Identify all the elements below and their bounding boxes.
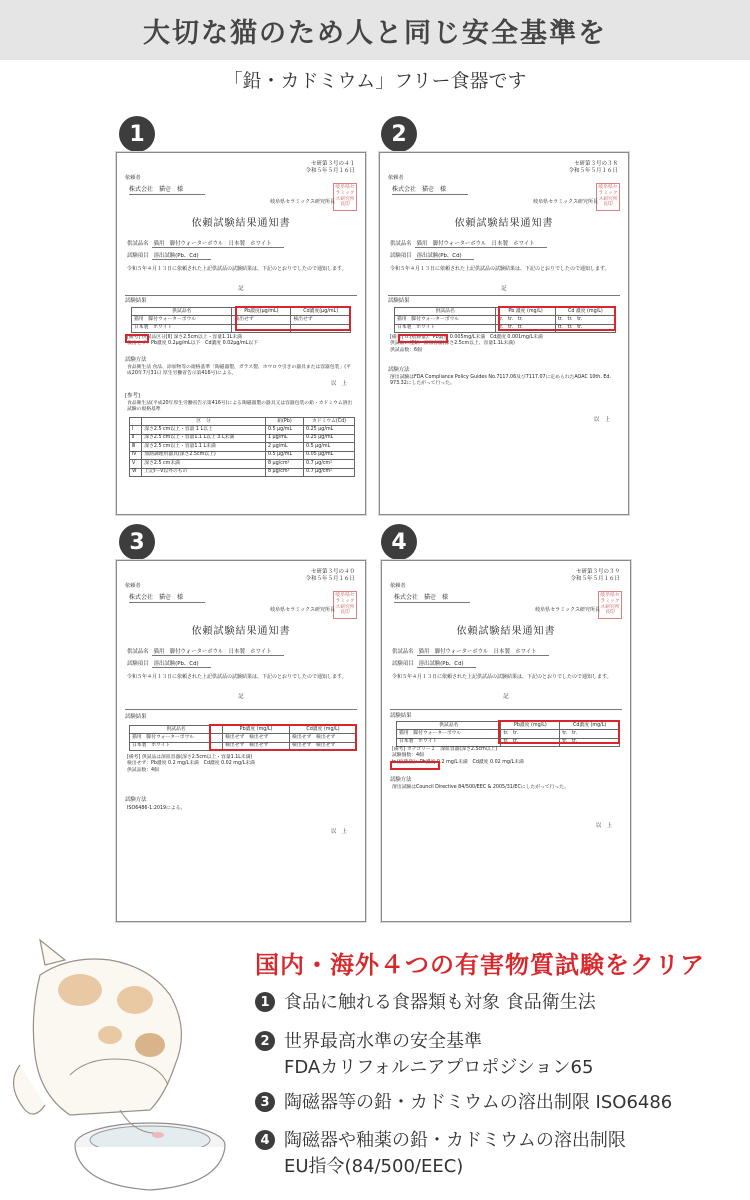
institute-name: 岐阜県セラミックス研究所長 bbox=[270, 199, 335, 205]
ki-mark: 記 bbox=[238, 694, 244, 700]
feature-item-1 bbox=[255, 990, 596, 1016]
report-body: 令和５年４月１３日に依頼された上記供試品の試験結果は、下記のとおりでしたので通知します。 bbox=[392, 674, 612, 680]
feature-number: 4 bbox=[255, 1130, 275, 1150]
test-field: 試験項目 溶出試験(Pb、Cd) bbox=[390, 253, 474, 260]
sample-field: 供試品名 猫用 脚付ウォーターボウル 日本製 ホワイト bbox=[392, 649, 549, 656]
addressee-label: 依頼者 bbox=[125, 583, 141, 589]
highlight-box bbox=[390, 761, 440, 770]
company-name: 株式会社 猫壱 様 bbox=[129, 594, 205, 603]
end-mark: 以 上 bbox=[593, 417, 610, 423]
report-ref: セ研第３号の４１ 令和５年５月１６日 bbox=[305, 161, 355, 175]
institute-name: 岐阜県セラミックス研究所長 bbox=[533, 199, 598, 205]
report-body: 令和５年４月１３日に依頼された上記供試品の試験結果は、下記のとおりでしたので通知します。 bbox=[390, 266, 610, 272]
highlight-box bbox=[125, 334, 149, 343]
divider bbox=[125, 709, 357, 710]
ki-mark: 記 bbox=[238, 286, 244, 292]
feature-item-4 bbox=[255, 1128, 626, 1180]
test-report-3 bbox=[116, 560, 366, 922]
page-subtitle: 「鉛・カドミウム」フリー食器です bbox=[223, 70, 527, 92]
feature-number: 1 bbox=[255, 992, 275, 1012]
highlight-box bbox=[209, 724, 357, 751]
method-label: 試験方法 bbox=[390, 777, 412, 783]
report-ref: セ研第３号の３９ 令和５年５月１６日 bbox=[570, 569, 620, 583]
method-text: ISO6486-1:2019による。 bbox=[127, 806, 186, 811]
doc-badge-1: 1 bbox=[119, 116, 155, 152]
result-label: 試験結果 bbox=[125, 298, 147, 304]
feature-item-3 bbox=[255, 1090, 672, 1116]
method-text: 溶出試験はCouncil Directive 84/500/EEC & 2005/31/ECにしたがって行った。 bbox=[392, 785, 569, 790]
header-bar bbox=[0, 0, 750, 60]
feature-text: 世界最高水準の安全基準 bbox=[284, 1031, 482, 1052]
company-name: 株式会社 猫壱 様 bbox=[129, 186, 205, 195]
report-notes: [備考] カテゴリー２ 深皿容器(深さ2.5cm以上) 試験個数：4個 tr.(痕跡量)：Pb濃度 0.2 mg/L未満 Cd濃度 0.02 mg/L未満 bbox=[392, 747, 524, 765]
result-table: 供試品名 Pb濃度(μg/mL) Cd濃度(μg/mL) 猫用 脚付ウォーターボウル 検出せず 検出せず 日本製 ホワイト bbox=[131, 307, 351, 333]
highlight-box bbox=[235, 306, 351, 331]
addressee-label: 依頼者 bbox=[390, 583, 406, 589]
report-title: 依頼試験結果通知書 bbox=[191, 218, 291, 229]
end-mark: 以 上 bbox=[330, 381, 347, 387]
report-notes: [備考] 供試品区分[Ⅱ] 深さ2.5cm以上・容量1.1L未満 検出せず：Pb濃度 0.2μg/mL以下 Cd濃度 0.02μg/mL以下 bbox=[127, 335, 258, 347]
test-field: 試験項目 溶出試験(Pb、Cd) bbox=[392, 661, 476, 668]
highlight-box bbox=[498, 306, 616, 331]
feature-text: 陶磁器や釉薬の鉛・カドミウムの溶出制限 bbox=[284, 1130, 626, 1151]
test-report-2 bbox=[379, 152, 629, 515]
addressee-label: 依頼者 bbox=[388, 175, 404, 181]
company-name: 株式会社 猫壱 様 bbox=[392, 186, 468, 195]
end-mark: 以 上 bbox=[330, 829, 347, 835]
highlight-box bbox=[498, 720, 620, 744]
divider bbox=[390, 709, 622, 710]
end-mark: 以 上 bbox=[595, 823, 612, 829]
sample-field: 供試品名 猫用 脚付ウォーターボウル 日本製 ホワイト bbox=[127, 241, 284, 248]
divider bbox=[125, 295, 357, 296]
test-report-1 bbox=[116, 152, 366, 515]
method-label: 試験方法 bbox=[125, 797, 147, 803]
feature-text: FDAカリフォルニアプロポジション65 bbox=[284, 1057, 594, 1078]
feature-number: 2 bbox=[255, 1031, 275, 1051]
sample-field: 供試品名 猫用 脚付ウォーターボウル 日本製 ホワイト bbox=[390, 241, 547, 248]
test-field: 試験項目 溶出試験(Pb、Cd) bbox=[127, 253, 211, 260]
feature-number: 3 bbox=[255, 1092, 275, 1112]
result-label: 試験結果 bbox=[388, 298, 410, 304]
feature-text: 陶磁器等の鉛・カドミウムの溶出制限 ISO6486 bbox=[284, 1092, 673, 1113]
addressee-label: 依頼者 bbox=[125, 175, 141, 181]
report-body: 令和５年４月１３日に依頼された上記供試品の試験結果は、下記のとおりでしたので通知します。 bbox=[127, 674, 347, 680]
reference-label: [参考] bbox=[125, 393, 140, 399]
highlight-box bbox=[398, 334, 448, 343]
method-label: 試験方法 bbox=[125, 357, 147, 363]
feature-text: 食品に触れる食器類も対象 食品衛生法 bbox=[284, 992, 596, 1013]
result-table: 供試品名 Pb濃度 (mg/L) Cd濃度 (mg/L) 猫用 脚付ウォーターボウル 検出せず 検出せず 検出せず 検出せず 日本製 ホワイト 検出せず 検出せず 検出せず 検出せず bbox=[129, 725, 357, 751]
report-ref: セ研第３号の３８ 令和５年５月１６日 bbox=[568, 161, 618, 175]
report-title: 依頼試験結果通知書 bbox=[454, 218, 554, 229]
result-table: 供試品名 Pb 濃度 (mg/L) Cd 濃度 (mg/L) 猫用 脚付ウォーターボウル tr. tr. tr. tr. tr. tr. 日本製 ホワイト tr. tr. tr. tr. tr. tr. bbox=[394, 307, 616, 333]
ki-mark: 記 bbox=[501, 286, 507, 292]
cat-drinking-illustration bbox=[0, 935, 250, 1200]
report-title: 依頼試験結果通知書 bbox=[191, 626, 291, 637]
official-seal: 岐阜県セラミックス研究所長印 bbox=[596, 183, 620, 211]
company-name: 株式会社 猫壱 様 bbox=[394, 594, 470, 603]
result-label: 試験結果 bbox=[390, 713, 412, 719]
reference-table: 区 分 鉛(Pb) カドミウム(Cd) Ⅰ 深さ2.5 cm以上・容量 1 L以上 0.5 μg/mL 0.25 μg/mL Ⅱ 深さ2.5 cm以上・容量1.1 L以上 3 L未満 1 μg/mL 0.25 μg/mL Ⅲ 深さ2.5 cm以上・容量1.1 L未満 2 μg/mL 0.5 μg/mL Ⅳ 加熱調理用器具(深さ2.5cm以上) 0.5 μg/mL 0.05 μg/mL Ⅴ 深さ2.5 cm未満 8 μg/cm² 0.7 μg/cm² Ⅵ 上記Ⅰ〜Ⅴ以外のもの 8 μg/cm² 0.7 μg/cm² bbox=[129, 417, 355, 477]
doc-badge-2: 2 bbox=[381, 116, 417, 152]
method-label: 試験方法 bbox=[388, 367, 410, 373]
clear-section-title: 国内・海外４つの有害物質試験をクリア bbox=[255, 951, 705, 979]
result-table: 供試品名 Pb濃度 (mg/L) Cd濃度 (mg/L) 猫用 脚付ウォーターボウル tr. tr. tr. tr. 日本製 ホワイト tr. tr. tr. tr. bbox=[396, 721, 620, 747]
report-notes: [備考] tr.(痕跡量)：Pb濃度 0.005mg/L未満 Cd濃度 0.001mg/L未満 供試品の種類：深皿容器(深さ2.5cm以上、容量1.1L未満) 供試品数：6個 bbox=[390, 335, 543, 353]
report-notes: [備考] 供試品は深皿容器(深さ2.5cm以上・容量1.1L未満) 検出せず：Pb濃度 0.2 mg/L未満 Cd濃度 0.02 mg/L未満 供試品数：4個 bbox=[127, 755, 255, 773]
institute-name: 岐阜県セラミックス研究所長 bbox=[535, 607, 600, 613]
feature-item-2 bbox=[255, 1029, 593, 1081]
institute-name: 岐阜県セラミックス研究所長 bbox=[270, 607, 335, 613]
report-title: 依頼試験結果通知書 bbox=[456, 626, 556, 637]
test-field: 試験項目 溶出試験(Pb、Cd) bbox=[127, 661, 211, 668]
doc-badge-4: 4 bbox=[381, 524, 417, 560]
official-seal: 岐阜県セラミックス研究所長印 bbox=[598, 591, 622, 619]
method-text: 溶出試験はFDA Compliance Policy Guides No.7117.06及び7117.07に定められたAOAC 10th. Ed. 973.32にしたがって行った。 bbox=[390, 375, 611, 387]
report-body: 令和５年４月１３日に依頼された上記供試品の試験結果は、下記のとおりでしたので通知します。 bbox=[127, 266, 347, 272]
method-text: 食品衛生法 食品、添加物等の規格基準「陶磁器製、ガラス製、ホウロウ引きの器具または容器包装」(平成20年7月31日 厚生労働省告示第416号)による。 bbox=[127, 365, 351, 377]
ki-mark: 記 bbox=[503, 694, 509, 700]
report-ref: セ研第３号の４０ 令和５年５月１６日 bbox=[305, 569, 355, 583]
reference-text: 食品衛生法(平成20年厚生労働省告示第416号)による陶磁器製の器具又は容器包装の鉛・カドミウム溶出試験の規格基準 bbox=[127, 401, 353, 413]
test-report-4 bbox=[381, 560, 631, 922]
feature-text: EU指令(84/500/EEC) bbox=[284, 1156, 464, 1177]
official-seal: 岐阜県セラミックス研究所長印 bbox=[333, 183, 357, 211]
doc-badge-3: 3 bbox=[119, 524, 155, 560]
page-title: 大切な猫のため人と同じ安全基準を bbox=[143, 17, 607, 49]
official-seal: 岐阜県セラミックス研究所長印 bbox=[333, 591, 357, 619]
divider bbox=[388, 295, 620, 296]
sample-field: 供試品名 猫用 脚付ウォーターボウル 日本製 ホワイト bbox=[127, 649, 284, 656]
result-label: 試験結果 bbox=[125, 714, 147, 720]
